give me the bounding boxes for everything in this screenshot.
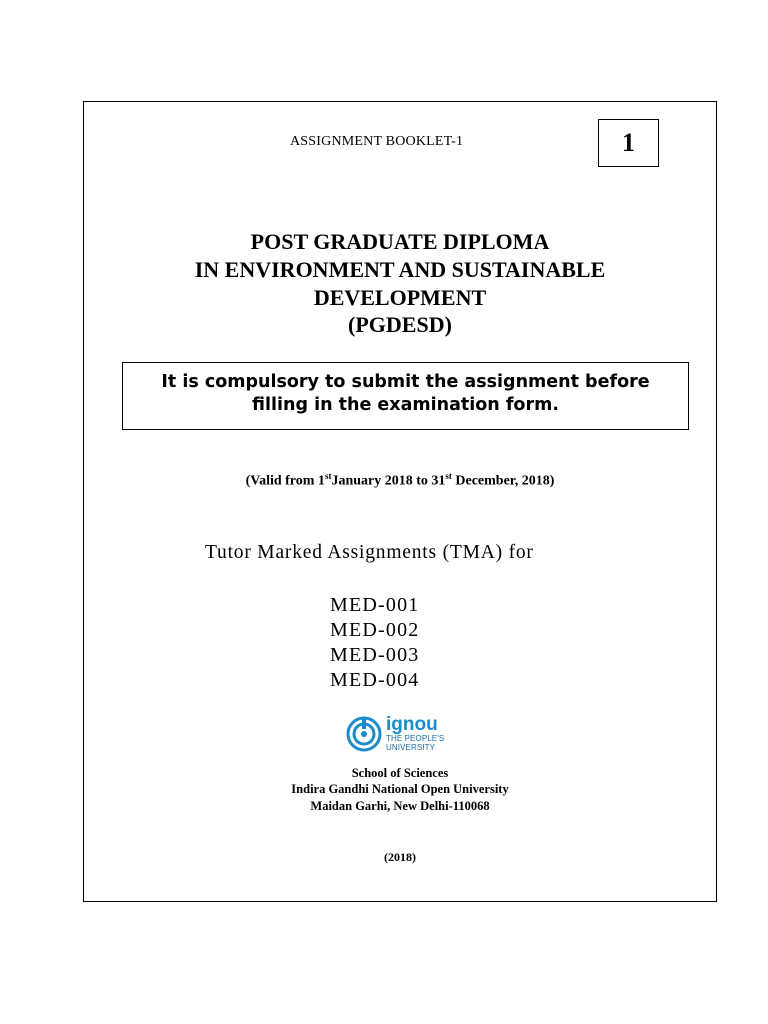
title-line-4: (PGDESD) xyxy=(348,312,452,337)
course-code: MED-004 xyxy=(330,669,420,691)
validity-suffix: December, 2018) xyxy=(451,473,555,489)
course-code: MED-002 xyxy=(330,619,420,641)
year-label: (2018) xyxy=(384,850,416,864)
validity-prefix: (Valid from 1 xyxy=(245,473,325,489)
validity-text xyxy=(100,471,700,490)
booklet-number-box: 1 xyxy=(598,119,659,167)
logo-tagline-2: UNIVERSITY xyxy=(386,743,436,752)
logo-tagline-1: THE PEOPLE'S xyxy=(386,734,445,743)
notice-line-1: It is compulsory to submit the assignment before xyxy=(161,372,650,392)
title-line-1: POST GRADUATE DIPLOMA xyxy=(250,229,550,254)
ignou-logo xyxy=(346,716,444,752)
university-name: Indira Gandhi National Open University xyxy=(291,782,509,796)
notice-line-2: filling in the examination form. xyxy=(252,395,559,415)
booklet-label: ASSIGNMENT BOOKLET-1 xyxy=(290,134,464,149)
validity-sup-1: st xyxy=(324,471,332,481)
course-code: MED-001 xyxy=(330,594,420,616)
logo-name: ignou xyxy=(386,714,438,735)
title-line-3: DEVELOPMENT xyxy=(313,285,487,310)
validity-sup-2: st xyxy=(445,471,452,481)
tma-heading: Tutor Marked Assignments (TMA) for xyxy=(205,542,534,563)
notice-box xyxy=(122,362,689,430)
school-name: School of Sciences xyxy=(351,766,449,780)
validity-middle: January 2018 to 31 xyxy=(331,473,446,489)
university-address: Maidan Garhi, New Delhi-110068 xyxy=(310,799,490,813)
course-code: MED-003 xyxy=(330,644,420,666)
ignou-emblem-icon xyxy=(346,716,382,752)
title-line-2: IN ENVIRONMENT AND SUSTAINABLE xyxy=(194,257,606,282)
